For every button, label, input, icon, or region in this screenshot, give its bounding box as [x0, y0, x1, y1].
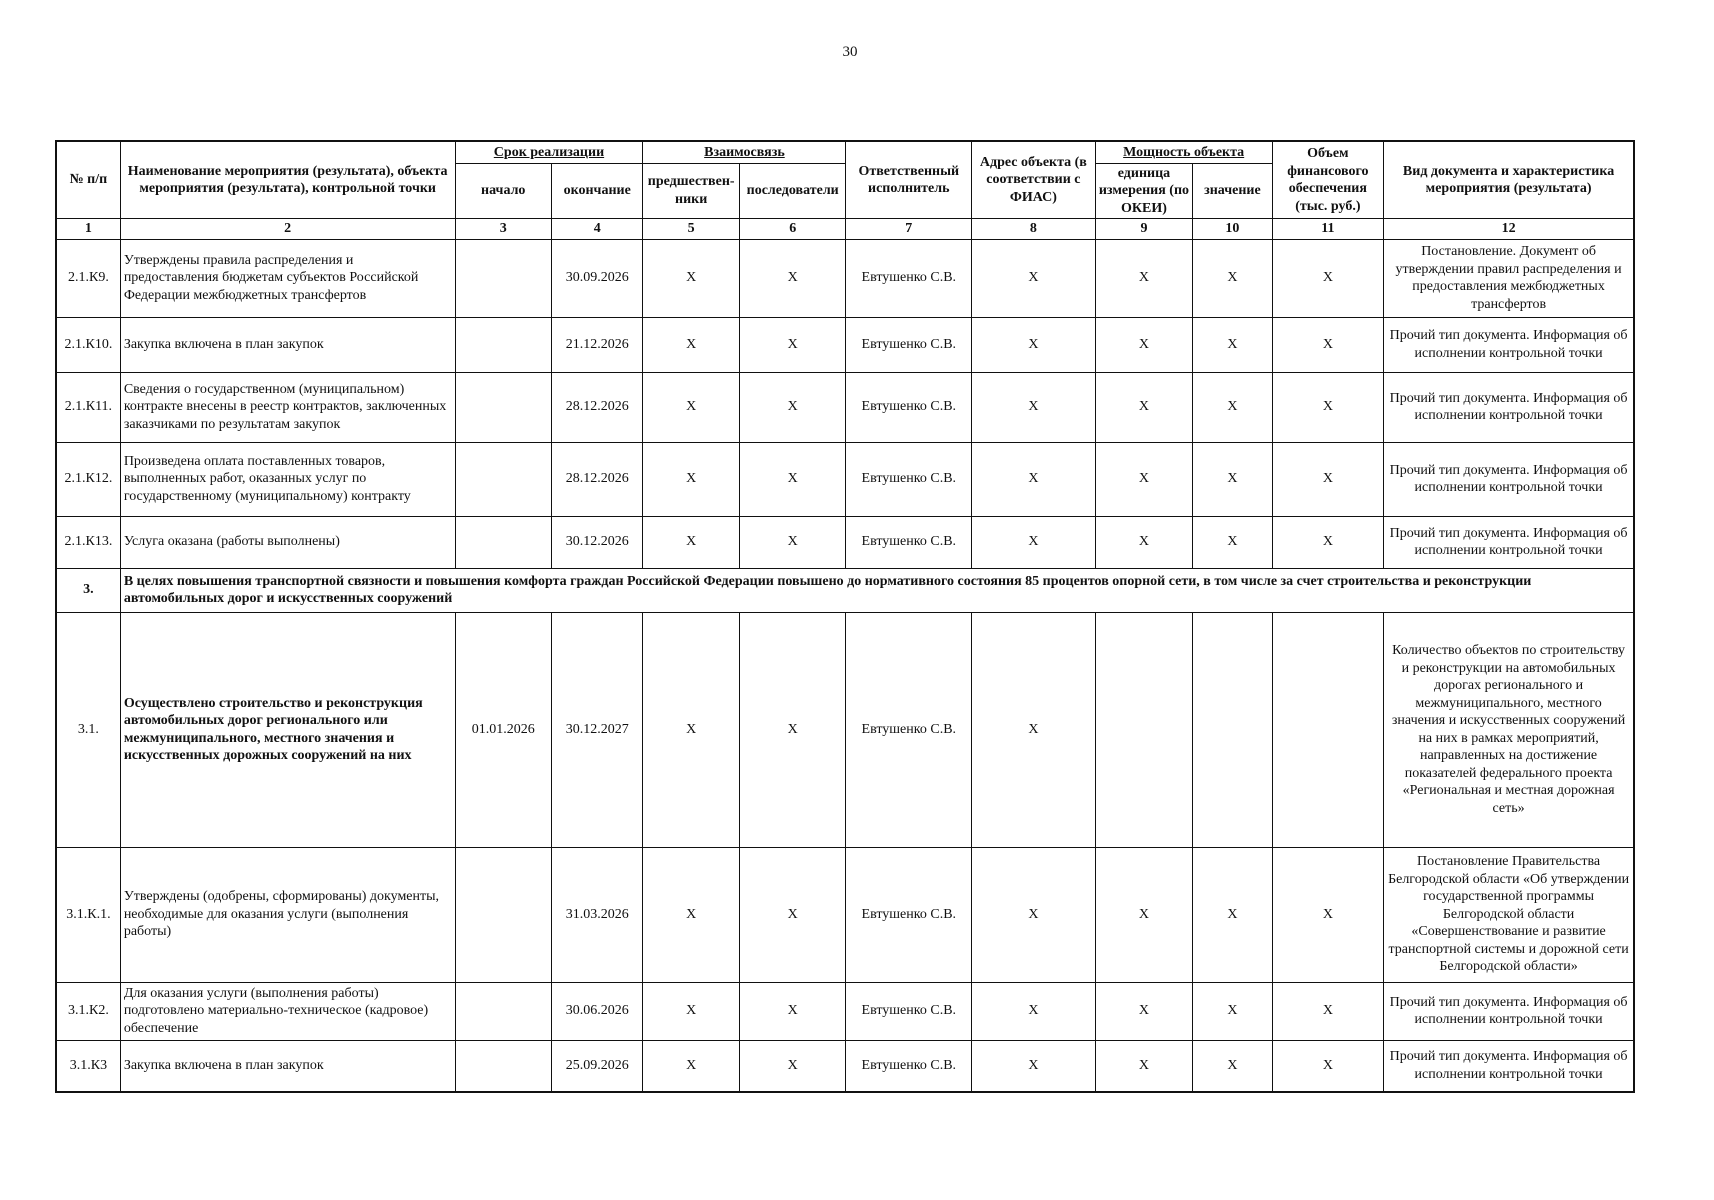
row-name: Закупка включена в план закупок	[120, 1040, 455, 1092]
row-name: Закупка включена в план закупок	[120, 317, 455, 372]
page-number: 30	[842, 44, 858, 60]
row-address: X	[972, 442, 1096, 516]
row-responsible: Евтушенко С.В.	[846, 442, 972, 516]
row-value: X	[1193, 982, 1272, 1040]
row-responsible: Евтушенко С.В.	[846, 372, 972, 442]
row-start: 01.01.2026	[455, 612, 551, 847]
header-unit: единица измерения (по ОКЕИ)	[1095, 163, 1192, 219]
column-number: 4	[551, 219, 642, 240]
row-num: 2.1.К11.	[56, 372, 120, 442]
row-finance: X	[1272, 847, 1384, 982]
column-number: 9	[1095, 219, 1192, 240]
row-num: 3.1.К3	[56, 1040, 120, 1092]
table-row	[56, 847, 1634, 982]
header-term-group: Срок реализации	[455, 141, 643, 163]
row-doc: Прочий тип документа. Информация об исполнении контрольной точки	[1384, 982, 1634, 1040]
row-finance: X	[1272, 442, 1384, 516]
table-row	[56, 317, 1634, 372]
column-number: 3	[455, 219, 551, 240]
row-start	[455, 372, 551, 442]
row-responsible: Евтушенко С.В.	[846, 239, 972, 317]
section-row	[56, 568, 1634, 612]
row-unit: X	[1095, 239, 1192, 317]
row-start	[455, 1040, 551, 1092]
row-predecessors: X	[643, 982, 739, 1040]
row-predecessors: X	[643, 442, 739, 516]
row-finance: X	[1272, 317, 1384, 372]
row-responsible: Евтушенко С.В.	[846, 516, 972, 568]
row-start	[455, 982, 551, 1040]
column-number: 8	[972, 219, 1096, 240]
row-successors: X	[739, 612, 846, 847]
row-responsible: Евтушенко С.В.	[846, 1040, 972, 1092]
column-number: 10	[1193, 219, 1272, 240]
header-num: № п/п	[56, 141, 120, 219]
row-doc: Прочий тип документа. Информация об исполнении контрольной точки	[1384, 1040, 1634, 1092]
row-value: X	[1193, 1040, 1272, 1092]
row-value	[1193, 612, 1272, 847]
row-successors: X	[739, 516, 846, 568]
row-successors: X	[739, 317, 846, 372]
row-finance: X	[1272, 982, 1384, 1040]
row-end: 28.12.2026	[551, 442, 642, 516]
row-start	[455, 317, 551, 372]
row-num: 2.1.К10.	[56, 317, 120, 372]
row-predecessors: X	[643, 239, 739, 317]
row-end: 30.12.2027	[551, 612, 642, 847]
row-name: Для оказания услуги (выполнения работы) подготовлено материально-техническое (кадровое) обеспечение	[120, 982, 455, 1040]
row-unit: X	[1095, 516, 1192, 568]
row-predecessors: X	[643, 317, 739, 372]
measures-table	[55, 140, 1635, 1093]
row-unit: X	[1095, 982, 1192, 1040]
header-address: Адрес объекта (в соответствии с ФИАС)	[972, 141, 1096, 219]
row-address: X	[972, 239, 1096, 317]
column-number: 7	[846, 219, 972, 240]
row-name: Осуществлено строительство и реконструкция автомобильных дорог регионального или межмуниципального, местного значения и искусственных дорожных сооружений на них	[120, 612, 455, 847]
row-num: 3.1.К.1.	[56, 847, 120, 982]
row-doc: Постановление Правительства Белгородской области «Об утверждении государственной программы Белгородской области «Совершенствование и развитие транспортной системы и дорожной сети Белгородской области»	[1384, 847, 1634, 982]
row-doc: Прочий тип документа. Информация об исполнении контрольной точки	[1384, 516, 1634, 568]
row-successors: X	[739, 982, 846, 1040]
header-capacity-group: Мощность объекта	[1095, 141, 1272, 163]
row-responsible: Евтушенко С.В.	[846, 317, 972, 372]
row-address: X	[972, 612, 1096, 847]
column-number: 5	[643, 219, 739, 240]
row-predecessors: X	[643, 372, 739, 442]
row-predecessors: X	[643, 516, 739, 568]
column-number-row	[56, 219, 1634, 240]
row-doc: Количество объектов по строительству и реконструкции на автомобильных дорогах регионального и межмуниципального, местного значения и искусственных сооружений на них в рамках мероприятий, направленных на достижение показателей федерального проекта «Региональная и местная дорожная сеть»	[1384, 612, 1634, 847]
row-start	[455, 847, 551, 982]
row-address: X	[972, 1040, 1096, 1092]
row-predecessors: X	[643, 847, 739, 982]
column-number: 11	[1272, 219, 1384, 240]
section-num: 3.	[56, 568, 120, 612]
row-unit: X	[1095, 1040, 1192, 1092]
row-num: 3.1.	[56, 612, 120, 847]
header-responsible: Ответственный исполнитель	[846, 141, 972, 219]
row-successors: X	[739, 847, 846, 982]
row-name: Утверждены (одобрены, сформированы) документы, необходимые для оказания услуги (выполнения работы)	[120, 847, 455, 982]
row-num: 2.1.К13.	[56, 516, 120, 568]
row-address: X	[972, 982, 1096, 1040]
column-number: 2	[120, 219, 455, 240]
row-finance: X	[1272, 239, 1384, 317]
row-address: X	[972, 516, 1096, 568]
row-num: 3.1.К2.	[56, 982, 120, 1040]
row-end: 30.12.2026	[551, 516, 642, 568]
table-row	[56, 372, 1634, 442]
header-doc-type: Вид документа и характеристика мероприятия (результата)	[1384, 141, 1634, 219]
table-row	[56, 442, 1634, 516]
row-successors: X	[739, 442, 846, 516]
row-address: X	[972, 372, 1096, 442]
row-end: 30.09.2026	[551, 239, 642, 317]
row-doc: Прочий тип документа. Информация об исполнении контрольной точки	[1384, 442, 1634, 516]
row-doc: Прочий тип документа. Информация об исполнении контрольной точки	[1384, 372, 1634, 442]
row-successors: X	[739, 372, 846, 442]
table-row	[56, 1040, 1634, 1092]
row-start	[455, 516, 551, 568]
row-value: X	[1193, 847, 1272, 982]
row-doc: Прочий тип документа. Информация об исполнении контрольной точки	[1384, 317, 1634, 372]
row-responsible: Евтушенко С.В.	[846, 612, 972, 847]
row-predecessors: X	[643, 612, 739, 847]
row-finance	[1272, 612, 1384, 847]
header-value: значение	[1193, 163, 1272, 219]
header-start: начало	[455, 163, 551, 219]
table-row	[56, 612, 1634, 847]
row-value: X	[1193, 442, 1272, 516]
row-start	[455, 239, 551, 317]
row-name: Произведена оплата поставленных товаров, выполненных работ, оказанных услуг по государственному (муниципальному) контракту	[120, 442, 455, 516]
table-row	[56, 516, 1634, 568]
row-finance: X	[1272, 1040, 1384, 1092]
row-finance: X	[1272, 372, 1384, 442]
row-end: 25.09.2026	[551, 1040, 642, 1092]
row-num: 2.1.К12.	[56, 442, 120, 516]
row-value: X	[1193, 372, 1272, 442]
row-responsible: Евтушенко С.В.	[846, 847, 972, 982]
row-name: Сведения о государственном (муниципальном) контракте внесены в реестр контрактов, заключенных заказчиками по результатам закупок	[120, 372, 455, 442]
header-finance: Объем финансового обеспечения (тыс. руб.)	[1272, 141, 1384, 219]
row-value: X	[1193, 516, 1272, 568]
table-row	[56, 239, 1634, 317]
header-name: Наименование мероприятия (результата), объекта мероприятия (результата), контрольной точки	[120, 141, 455, 219]
row-unit: X	[1095, 372, 1192, 442]
row-address: X	[972, 317, 1096, 372]
row-successors: X	[739, 1040, 846, 1092]
row-unit: X	[1095, 847, 1192, 982]
section-title: В целях повышения транспортной связности и повышения комфорта граждан Российской Федерации повышено до нормативного состояния 85 процентов опорной сети, в том числе за счет строительства и реконструкции автомобильных дорог и искусственных сооружений	[120, 568, 1634, 612]
row-start	[455, 442, 551, 516]
header-predecessors: предшествен- ники	[643, 163, 739, 219]
header-end: окончание	[551, 163, 642, 219]
row-successors: X	[739, 239, 846, 317]
column-number: 1	[56, 219, 120, 240]
column-number: 6	[739, 219, 846, 240]
row-name: Утверждены правила распределения и предоставления бюджетам субъектов Российской Федерации межбюджетных трансфертов	[120, 239, 455, 317]
row-predecessors: X	[643, 1040, 739, 1092]
row-end: 21.12.2026	[551, 317, 642, 372]
row-name: Услуга оказана (работы выполнены)	[120, 516, 455, 568]
header-link-group: Взаимосвязь	[643, 141, 846, 163]
row-unit: X	[1095, 442, 1192, 516]
row-value: X	[1193, 317, 1272, 372]
row-end: 31.03.2026	[551, 847, 642, 982]
row-unit	[1095, 612, 1192, 847]
row-finance: X	[1272, 516, 1384, 568]
row-num: 2.1.К9.	[56, 239, 120, 317]
row-end: 30.06.2026	[551, 982, 642, 1040]
row-doc: Постановление. Документ об утверждении правил распределения и предоставления межбюджетных трансфертов	[1384, 239, 1634, 317]
row-end: 28.12.2026	[551, 372, 642, 442]
column-number: 12	[1384, 219, 1634, 240]
row-unit: X	[1095, 317, 1192, 372]
header-successors: последователи	[739, 163, 846, 219]
row-address: X	[972, 847, 1096, 982]
row-value: X	[1193, 239, 1272, 317]
row-responsible: Евтушенко С.В.	[846, 982, 972, 1040]
table-row	[56, 982, 1634, 1040]
